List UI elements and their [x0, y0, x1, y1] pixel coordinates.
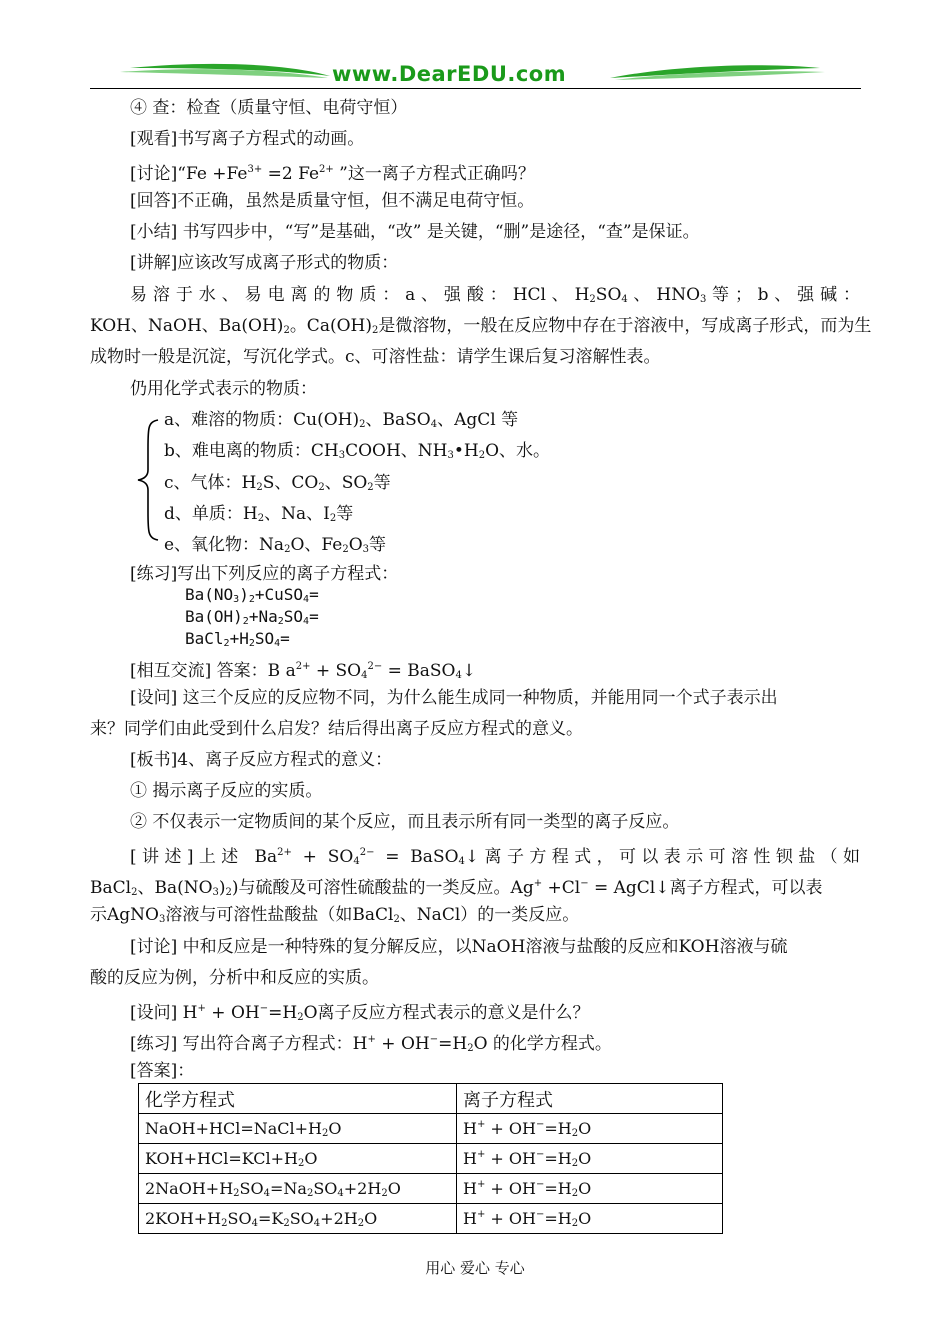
ionic-equation-cell: $H^+ + OH^-=H_2O$ [457, 1174, 723, 1204]
chemical-equation-cell: $2NaOH+H_2SO_4=Na_2SO_4+2H_2O$ [139, 1174, 457, 1204]
text-line: [小结] 书写四步中，“写”是基础，“改” 是关键，“删”是途径，“查”是保证。 [130, 222, 700, 242]
table-row [139, 1204, 723, 1234]
table-header-cell: 化学方程式 [139, 1084, 457, 1114]
reaction-line: $Ba(NO_3)_2+CuSO_4=$ [185, 585, 319, 605]
list-item: e、氧化物：$Na_2O$、$Fe_2O_3$等 [164, 535, 387, 555]
text-line: [相互交流] 答案：B $a^{2+} + SO_4^{2-}$ = BaSO$_4$↓ [130, 661, 477, 681]
text-line: [讲述]上述 $Ba^{2+} + SO_4^{2-}$ = BaSO$_4$↓离子方程式，可以表示可溶性钡盐（如 [130, 847, 861, 867]
list-item: d、单质：$H_2$、Na、$I_2$等 [164, 504, 354, 524]
text-line: 成物时一般是沉淀，写沉化学式。c、可溶性盐：请学生课后复习溶解性表。 [90, 347, 661, 367]
table-header-cell: 离子方程式 [457, 1084, 723, 1114]
text-line: 来？同学们由此受到什么启发？结后得出离子反应方程式的意义。 [90, 719, 583, 739]
chemical-equation-cell: $NaOH+HCl=NaCl+H_2O$ [139, 1114, 457, 1144]
list-item: c、气体：$H_2S$、$CO_2$、$SO_2$等 [164, 473, 391, 493]
text-line: [讨论] 中和反应是一种特殊的复分解反应，以NaOH溶液与盐酸的反应和KOH溶液与硫 [130, 937, 788, 957]
text-line: 示AgNO$_3$溶液与可溶性盐酸盐（如BaCl$_2$、NaCl）的一类反应。 [90, 905, 580, 925]
site-logo[interactable]: www.DearEDU.com [332, 62, 567, 86]
page-footer: 用心 爱心 专心 [425, 1259, 525, 1277]
text-line: [答案]： [130, 1061, 195, 1081]
answer-table [138, 1083, 723, 1234]
text-line: [回答]不正确，虽然是质量守恒，但不满足电荷守恒。 [130, 191, 535, 211]
text-line: KOH、NaOH、$Ba(OH)_2$。$Ca(OH)_2$是微溶物，一般在反应物中存在于溶液中，写成离子形式，而为生 [90, 316, 872, 336]
ionic-equation-cell: $H^+ + OH^-=H_2O$ [457, 1144, 723, 1174]
reaction-line: $Ba(OH)_2+Na_2SO_4=$ [185, 607, 319, 627]
text-line: [练习]写出下列反应的离子方程式： [130, 564, 399, 584]
text-line: ④ 查：检查（质量守恒、电荷守恒） [130, 98, 408, 118]
table-header-row [139, 1084, 723, 1114]
text-line: [讲解]应该改写成离子形式的物质： [130, 253, 399, 273]
text-line: [板书]4、离子反应方程式的意义： [130, 750, 393, 770]
list-item: b、难电离的物质：$CH_3COOH$、$NH_3•H_2O$、水。 [164, 441, 551, 461]
header-rule [90, 88, 861, 89]
text-line: [练习] 写出符合离子方程式：$H^+ + OH^-=H_2O$ 的化学方程式。 [130, 1034, 612, 1054]
table-row [139, 1174, 723, 1204]
text-line: 易 溶 于 水 、 易 电 离 的 物 质 ： a 、 强 酸 ： HCl 、 $H_2SO_4$ 、 $HNO_3$ 等 ； b 、 强 碱 ： [130, 285, 861, 305]
text-line: [设问] $H^+ + OH^-=H_2O$离子反应方程式表示的意义是什么？ [130, 1003, 590, 1023]
text-line: BaCl$_2$、$Ba(NO_3)_2$)与硫酸及可溶性硫酸盐的一类反应。Ag+ +Cl− = AgCl↓离子方程式，可以表 [90, 878, 823, 898]
text-line: 仍用化学式表示的物质： [130, 379, 317, 399]
reaction-line: $BaCl_2+H_2SO_4=$ [185, 629, 290, 649]
text-line: 酸的反应为例，分析中和反应的实质。 [90, 968, 379, 988]
ionic-equation-cell: $H^+ + OH^-=H_2O$ [457, 1204, 723, 1234]
chemical-equation-cell: $KOH+HCl=KCl+H_2O$ [139, 1144, 457, 1174]
list-item: a、难溶的物质：$Cu(OH)_2$、BaSO$_4$、AgCl 等 [164, 410, 519, 430]
table-row [139, 1114, 723, 1144]
text-line: ② 不仅表示一定物质间的某个反应，而且表示所有同一类型的离子反应。 [130, 812, 680, 832]
table-row [139, 1144, 723, 1174]
text-line: [讨论]“Fe $+Fe^{3+} =2$ $Fe^{2+}$ ”这一离子方程式正确吗？ [130, 164, 535, 184]
chemical-equation-cell: $2KOH+H_2SO_4=K_2SO_4+2H_2O$ [139, 1204, 457, 1234]
ionic-equation-cell: $H^+ + OH^-=H_2O$ [457, 1114, 723, 1144]
text-line: ① 揭示离子反应的实质。 [130, 781, 323, 801]
curly-brace [134, 418, 164, 542]
text-line: [观看]书写离子方程式的动画。 [130, 129, 365, 149]
text-line: [设问] 这三个反应的反应物不同，为什么能生成同一种物质，并能用同一个式子表示出 [130, 688, 778, 708]
